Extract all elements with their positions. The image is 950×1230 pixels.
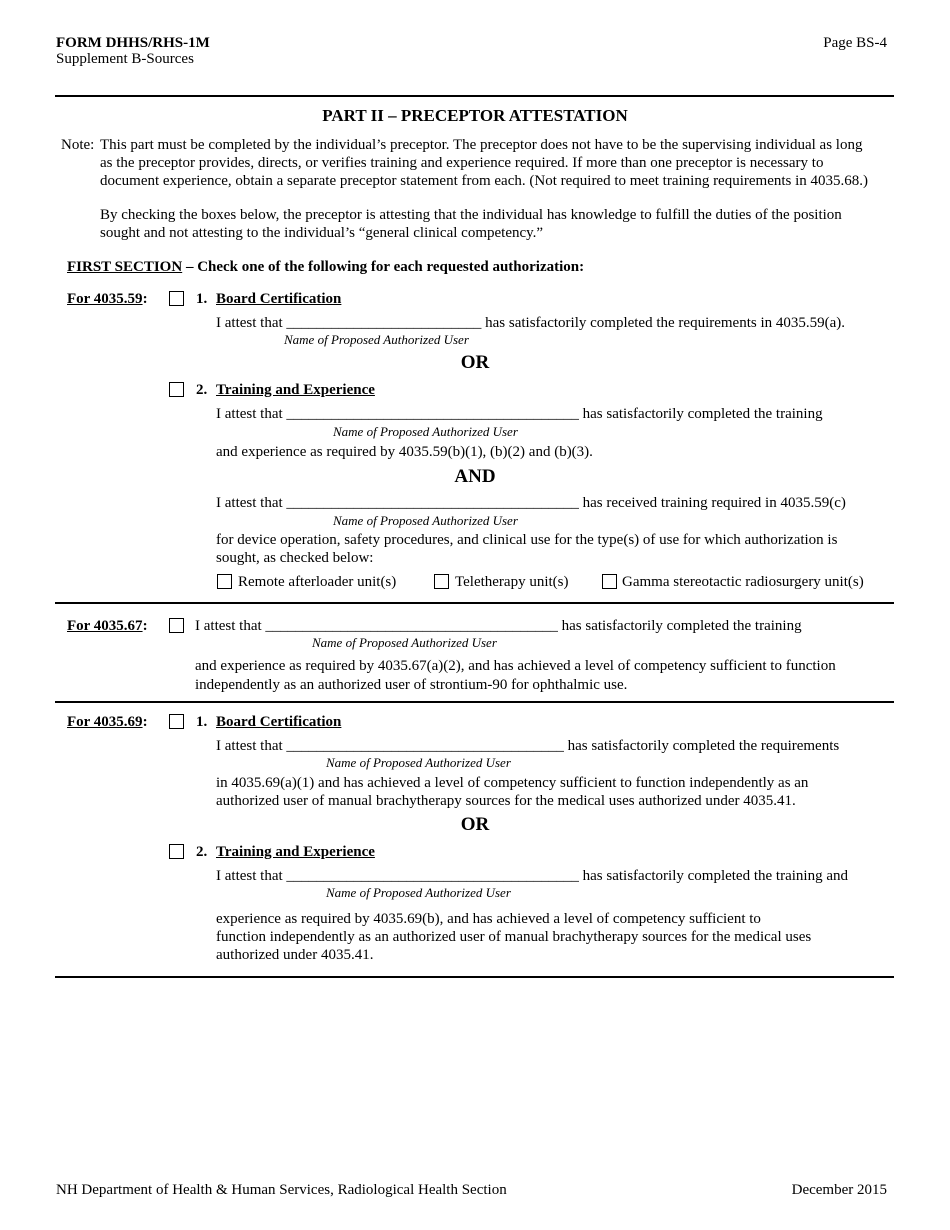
note-para2-line-1: By checking the boxes below, the preceptor is attesting that the individual has knowledge to fulfill the duties of the position [100,207,842,223]
attest-continuation: for device operation, safety procedures, and clinical use for the type(s) of use for which authorization is [216,532,838,548]
page-title: PART II – PRECEPTOR ATTESTATION [322,106,628,125]
checkbox-4035-67[interactable] [169,618,184,633]
and-separator: AND [454,466,496,487]
attest-continuation: authorized user of manual brachytherapy sources for the medical uses authorized under 4035.41. [216,793,796,809]
section-4035-69-label-text: For 4035.69 [67,714,143,730]
option-number: 1. [196,291,208,307]
name-field-caption: Name of Proposed Authorized User [284,332,469,347]
note-para2-line-2: sought and not attesting to the individual’s “general clinical competency.” [100,225,544,241]
attest-continuation: in 4035.69(a)(1) and has achieved a level of competency sufficient to function independently as an [216,775,809,791]
option-number: 2. [196,844,208,860]
section-divider [55,976,894,978]
checkbox-remote-afterloader[interactable] [217,574,232,589]
form-id: FORM DHHS/RHS-1M [56,35,210,51]
first-section-instructions: – Check one of the following for each requested authorization: [182,259,585,275]
unit-label-remote-afterloader: Remote afterloader unit(s) [238,574,397,590]
section-4035-67-label [67,617,148,635]
section-divider [55,602,894,604]
first-section-label: FIRST SECTION [67,259,183,275]
option-title-board-certification: Board Certification [216,291,342,307]
header-divider [55,95,894,97]
option-title-training-experience: Training and Experience [216,382,375,398]
checkbox-gamma-stereotactic[interactable] [602,574,617,589]
checkbox-4035-59-training-experience[interactable] [169,382,184,397]
attest-statement: I attest that __________________________ has satisfactorily completed the requirements in 4035.59(a). [216,315,846,331]
attest-continuation: independently as an authorized user of strontium-90 for ophthalmic use. [195,677,628,693]
option-title-board-certification: Board Certification [216,714,342,730]
or-separator: OR [460,814,490,835]
attest-continuation: and experience as required by 4035.59(b)(1), (b)(2) and (b)(3). [216,444,593,460]
checkbox-4035-69-board-certification[interactable] [169,714,184,729]
section-4035-67-label-text: For 4035.67 [67,618,143,634]
unit-label-gamma-stereotactic: Gamma stereotactic radiosurgery unit(s) [622,574,864,590]
section-4035-59-label-text: For 4035.59 [67,291,143,307]
footer-agency: NH Department of Health & Human Services, Radiological Health Section [56,1182,507,1198]
attest-statement: I attest that _______________________________________ has satisfactorily completed the training [195,618,802,634]
option-title-training-experience: Training and Experience [216,844,375,860]
attest-continuation: sought, as checked below: [216,550,374,566]
attest-continuation: authorized under 4035.41. [216,947,374,963]
checkbox-4035-69-training-experience[interactable] [169,844,184,859]
name-field-caption: Name of Proposed Authorized User [333,424,518,439]
attest-continuation: function independently as an authorized user of manual brachytherapy sources for the medical uses [216,929,812,945]
checkbox-4035-59-board-certification[interactable] [169,291,184,306]
first-section-heading [67,258,584,276]
checkbox-teletherapy[interactable] [434,574,449,589]
attest-statement: I attest that _______________________________________ has satisfactorily completed the training [216,406,823,422]
name-field-caption: Name of Proposed Authorized User [333,513,518,528]
name-field-caption: Name of Proposed Authorized User [312,635,497,650]
attest-statement: I attest that _______________________________________ has satisfactorily completed the training and [216,868,848,884]
section-4035-69-label [67,713,148,731]
footer-date: December 2015 [791,1182,887,1198]
unit-label-teletherapy: Teletherapy unit(s) [455,574,569,590]
section-4035-69-colon: : [142,714,148,730]
note-label: Note: [61,137,95,153]
or-separator: OR [460,352,490,373]
attest-statement: I attest that _______________________________________ has received training required in 4035.59(c) [216,495,846,511]
page-number: Page BS-4 [823,35,887,51]
option-number: 2. [196,382,208,398]
name-field-caption: Name of Proposed Authorized User [326,755,511,770]
note-line-1: This part must be completed by the individual’s preceptor. The preceptor does not have to be the supervising individual as long [100,137,863,153]
section-4035-59-colon: : [142,291,148,307]
section-4035-59-label [67,290,148,308]
form-supplement: Supplement B-Sources [56,51,194,67]
section-divider [55,701,894,703]
attest-statement: I attest that _____________________________________ has satisfactorily completed the requirements [216,738,840,754]
note-line-2: as the preceptor provides, directs, or verifies training and experience required. If more than one preceptor is necessary to [100,155,824,171]
attest-continuation: experience as required by 4035.69(b), and has achieved a level of competency sufficient to [216,911,761,927]
option-number: 1. [196,714,208,730]
note-line-3: document experience, obtain a separate preceptor statement from each. (Not required to meet training requirements in 4035.68.) [100,173,869,189]
name-field-caption: Name of Proposed Authorized User [326,885,511,900]
attest-continuation: and experience as required by 4035.67(a)(2), and has achieved a level of competency sufficient to function [195,658,836,674]
section-4035-67-colon: : [142,618,148,634]
